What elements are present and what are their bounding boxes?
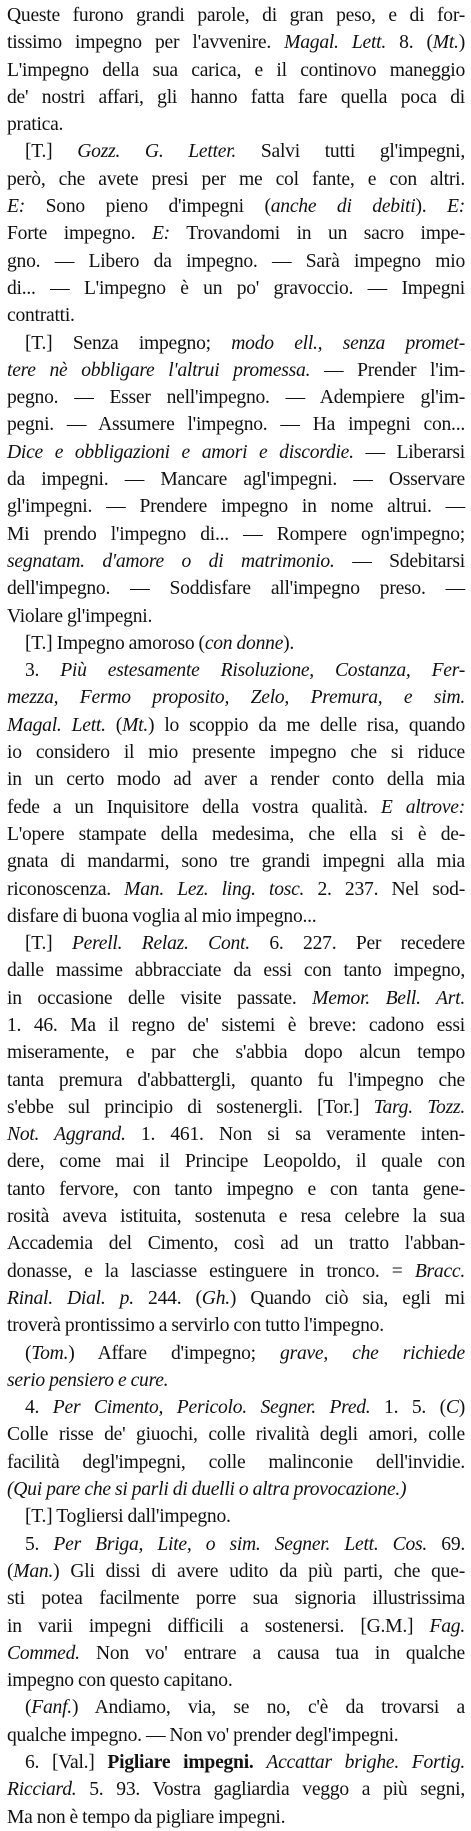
text-run: ( (25, 1697, 32, 1719)
text-run: disfare di buona voglia al mio impegno... (7, 905, 317, 927)
italic-citation: Ricciard. (7, 1779, 77, 1801)
text-run: ) Gli dissi di avere udito da più parti, che que- (53, 1560, 465, 1582)
text-line (7, 1531, 465, 1558)
text-run (254, 1752, 267, 1773)
entry-paragraph (7, 657, 465, 930)
text-run: [T.] (25, 141, 78, 163)
text-line (7, 439, 465, 466)
text-run: Forte impegno. (7, 223, 152, 245)
text-run: rosità aveva istituita, sostenuta e resa celebre la sua (7, 1206, 465, 1228)
italic-citation: Per Briga, Lite, o sim. Segner. Lett. Cos. (53, 1533, 428, 1555)
italic-citation: Gh. (201, 1287, 230, 1309)
text-run: tissimo impegno per l'avvenire. (7, 32, 285, 54)
text-line (7, 493, 465, 520)
text-run: [T.] Senza impegno; (25, 332, 232, 354)
text-line (7, 330, 465, 357)
text-run: Salvi tutti gl'impegni, (236, 141, 465, 163)
entry-paragraph (7, 138, 465, 329)
text-run: da impegni. — Mancare agl'impegni. — Osservare (7, 469, 465, 491)
text-line (7, 302, 465, 329)
text-run: L'impegno della sua carica, e il continovo maneggio (7, 59, 465, 81)
italic-citation: Accattar brighe. Fortig. (266, 1752, 466, 1773)
text-line (7, 1667, 465, 1694)
text-run: qualche impegno. — Non vo' prender degl'impegni. (7, 1724, 399, 1746)
text-run: Accademia del Cimento, così ad un tratto l'abban- (7, 1233, 465, 1255)
text-line (7, 29, 465, 56)
text-run: ) Affare d'impegno; (68, 1342, 281, 1364)
text-run: pegno. — Esser nell'impegno. — Adempiere gl'im- (7, 387, 465, 409)
text-run: 5. 93. Vostra gagliardia veggo a più segni, (76, 1779, 465, 1801)
italic-citation: Memor. Bell. Art. (312, 987, 465, 1009)
text-line (7, 357, 465, 384)
text-line (7, 657, 465, 684)
italic-citation: Bracc. (414, 1260, 465, 1282)
text-line (7, 1585, 465, 1612)
entry-paragraph (7, 930, 465, 1339)
text-run: [T.] Togliersi dall'impegno. (25, 1506, 231, 1528)
text-run: ) lo scoppio da me delle risa, quando (148, 714, 465, 736)
italic-citation: Man. Lez. ling. tosc. (124, 878, 305, 900)
text-line (7, 1258, 465, 1285)
italic-citation: Mt. (122, 714, 149, 736)
italic-citation: Più estesamente Risoluzione, Costanza, Fer- (60, 660, 466, 682)
text-line (7, 1613, 465, 1640)
italic-citation: tere nè obbligare l'altrui promessa. (7, 359, 311, 381)
text-line (7, 411, 465, 438)
text-run: Colle risse de' giuochi, colle rivalità degli amori, colle (7, 1424, 465, 1446)
text-run: — Liberarsi (353, 441, 465, 463)
text-line (7, 1039, 465, 1066)
text-run: Trovandomi in un sacro impe- (169, 223, 466, 245)
text-run: gno. — Libero da impegno. — Sarà impegno mio (7, 250, 465, 272)
text-line (7, 1203, 465, 1230)
text-line (7, 630, 465, 657)
text-run: Mi prendo l'impegno di... — Rompere ogn'impegno; (7, 523, 465, 545)
text-run: 8. ( (386, 32, 433, 54)
text-line (7, 57, 465, 84)
text-run: de' nostri affari, gli hanno fatta fare quella poca di (7, 86, 465, 108)
text-line (7, 466, 465, 493)
text-line (7, 876, 465, 903)
text-run: riconoscenza. (7, 878, 125, 900)
bold-phrase: Pigliare impegni. (107, 1752, 254, 1773)
entry-paragraph (7, 1749, 465, 1831)
text-run: ) (458, 32, 465, 54)
text-run: dell'impegno. — Soddisfare all'impegno preso. — (7, 578, 465, 600)
text-run: — Sdebitarsi (334, 550, 465, 572)
text-line (7, 138, 465, 165)
italic-citation: segnatam. d'amore o di matrimonio. (7, 550, 335, 572)
text-line (7, 384, 465, 411)
text-run: 6. 227. Per recedere (249, 933, 466, 955)
italic-citation: (Qui pare che si parli di duelli o altra provocazione.) (7, 1479, 407, 1501)
text-run: ( (7, 1560, 14, 1582)
text-run: Ma non è tempo da pigliare impegni. (7, 1806, 286, 1828)
text-run: 1. 461. Non si sa veramente inten- (125, 1124, 466, 1146)
italic-citation: modo ell., senza promet- (231, 332, 465, 354)
text-run: 69. (427, 1533, 466, 1555)
entry-paragraph (7, 2, 465, 138)
italic-citation: E: (7, 196, 25, 218)
text-run: ). (415, 196, 448, 218)
text-run: impegno con questo capitano. (7, 1670, 233, 1692)
italic-citation: Magal. Lett. (7, 714, 106, 736)
text-run: donasse, e la lasciasse estinguere in tronco. = (7, 1260, 415, 1282)
text-line (7, 848, 465, 875)
text-line (7, 1476, 465, 1503)
italic-citation: Mt. (432, 32, 459, 54)
italic-citation: grave, che richiede (280, 1342, 465, 1364)
text-run: Violare gl'impegni. (7, 605, 153, 627)
italic-citation: E: (151, 223, 170, 245)
text-line (7, 1640, 465, 1667)
text-line (7, 1394, 465, 1421)
text-line (7, 1804, 465, 1831)
text-line (7, 1340, 465, 1367)
text-line (7, 1285, 465, 1312)
text-run: Non vo' entrare a causa tua in qualche (79, 1642, 465, 1664)
text-run: s'ebbe sul principio di sostenergli. [Tor.] (7, 1096, 374, 1118)
text-line (7, 275, 465, 302)
text-line (7, 1776, 465, 1803)
entry-paragraph (7, 1394, 465, 1503)
entry-paragraph (7, 630, 465, 657)
italic-citation: Man. (13, 1560, 54, 1582)
text-line (7, 1367, 465, 1394)
italic-citation: mezza, Fermo proposito, Zelo, Premura, e sim. (7, 687, 465, 709)
text-line (7, 766, 465, 793)
text-run: L'opere stampate della medesima, che ella si è de- (7, 823, 465, 845)
text-run: — Prender l'im- (310, 359, 465, 381)
text-run: di... — L'impegno è un po' gravoccio. — Impegni (7, 277, 465, 299)
text-line (7, 821, 465, 848)
text-line (7, 193, 465, 220)
italic-citation: Perell. Relaz. Cont. (71, 933, 250, 955)
italic-citation: anche di debiti (270, 196, 416, 218)
text-line (7, 1312, 465, 1339)
text-run: 244. ( (133, 1287, 202, 1309)
text-run: dalle massime abbracciate da essi con tanto impegno, (7, 960, 465, 982)
text-line (7, 903, 465, 930)
text-line (7, 220, 465, 247)
italic-citation: Tom. (31, 1342, 69, 1364)
text-line (7, 111, 465, 138)
text-line (7, 1094, 465, 1121)
text-run: Sono pieno d'impegni ( (25, 196, 271, 218)
text-run: miseramente, e par che s'abbia dopo alcun tempo (7, 1042, 465, 1064)
text-line (7, 1176, 465, 1203)
italic-citation: Commed. (7, 1642, 80, 1664)
text-run: tanto fervore, con tanto impegno e con tanta gene- (7, 1178, 465, 1200)
text-line (7, 957, 465, 984)
text-run: ) Andiamo, via, se no, c'è da trovarsi a (71, 1697, 465, 1719)
text-line (7, 1449, 465, 1476)
entry-paragraph (7, 1340, 465, 1395)
text-run: ). (283, 632, 295, 654)
entry-paragraph (7, 330, 465, 630)
text-run: pegni. — Assumere l'impegno. — Ha impegni con... (7, 414, 465, 436)
text-line (7, 684, 465, 711)
text-run: tanta premura d'abbattergli, quanto fu l'impegno che (7, 1069, 465, 1091)
text-line (7, 739, 465, 766)
italic-citation: Per Cimento, Pericolo. Segner. Pred. (52, 1397, 371, 1419)
italic-citation: serio pensiero e cure. (7, 1369, 169, 1391)
text-run: fede a un Inquisitore della vostra qualità. (7, 796, 381, 818)
text-line (7, 1012, 465, 1039)
text-line (7, 548, 465, 575)
text-run: 5. (25, 1533, 54, 1555)
text-run: 3. (25, 660, 61, 682)
entry-paragraph (7, 1694, 465, 1749)
text-line (7, 84, 465, 111)
text-run: io considero il mio presente impegno che si riduce (7, 742, 465, 764)
text-run: ( (105, 714, 123, 736)
italic-citation: Gozz. G. Letter. (77, 141, 237, 163)
text-run: [T.] Impegno amoroso ( (25, 632, 205, 654)
text-line (7, 930, 465, 957)
text-run: Queste furono grandi parole, di gran peso, e di for- (7, 5, 465, 26)
text-run: [T.] (25, 933, 72, 955)
text-line (7, 1722, 465, 1749)
italic-citation: E altrove: (380, 796, 465, 818)
italic-citation: Rinal. Dial. p. (7, 1287, 134, 1309)
text-run: però, che avete presi per me col fante, e con altri. (7, 168, 465, 190)
text-run: in varii impegni difficili a sostenersi. [G.M.] (7, 1615, 430, 1637)
text-run: 1. 5. ( (370, 1397, 446, 1419)
text-run: 6. [Val.] (25, 1752, 108, 1773)
italic-citation: E: (447, 196, 466, 218)
text-run: 1. 46. Ma il regno de' sistemi è breve: cadono essi (7, 1014, 465, 1036)
text-line (7, 2, 465, 29)
italic-citation: Fag. (429, 1615, 465, 1637)
text-run: sti potea facilmente porre sua signoria illustrissima (7, 1588, 465, 1610)
text-run: gl'impegni. — Prendere impegno in nome altrui. — (7, 496, 465, 518)
text-run: ( (25, 1342, 32, 1364)
text-line (7, 794, 465, 821)
text-run: dere, come mai il Principe Leopoldo, il quale con (7, 1151, 465, 1173)
italic-citation: C (445, 1397, 459, 1419)
italic-citation: con donne (204, 632, 284, 654)
entry-paragraph (7, 1531, 465, 1695)
entry-paragraph (7, 1503, 465, 1530)
text-line (7, 1694, 465, 1721)
text-line (7, 712, 465, 739)
text-line (7, 1230, 465, 1257)
italic-citation: Dice e obbligazioni e amori e discordie. (7, 441, 354, 463)
italic-citation: Magal. Lett. (284, 32, 386, 54)
text-run: troverà prontissimo a servirlo con tutto l'impegno. (7, 1315, 384, 1337)
text-run: ) (458, 1397, 465, 1419)
text-line (7, 1148, 465, 1175)
text-run: gnata di mandarmi, sono tre grandi impegni alla mia (7, 851, 465, 873)
text-line (7, 1503, 465, 1530)
text-line (7, 985, 465, 1012)
text-run: 4. (25, 1397, 53, 1419)
text-line (7, 248, 465, 275)
text-run: pratica. (7, 114, 64, 136)
italic-citation: Fanf. (31, 1697, 72, 1719)
text-line (7, 1421, 465, 1448)
text-line (7, 1558, 465, 1585)
text-line (7, 521, 465, 548)
text-run: ) Quando ciò sia, egli mi (229, 1287, 465, 1309)
text-run: in occasione delle visite passate. (7, 987, 313, 1009)
text-line (7, 1749, 465, 1776)
text-run: contratti. (7, 305, 75, 327)
text-run: in un certo modo ad aver a render conto della mia (7, 769, 465, 791)
text-run: facilità degl'impegni, colle malinconie dell'invidie. (7, 1451, 465, 1473)
text-line (7, 575, 465, 602)
text-run: 2. 237. Nel sod- (304, 878, 466, 900)
italic-citation: Not. Aggrand. (7, 1124, 126, 1146)
text-line (7, 1121, 465, 1148)
text-line (7, 166, 465, 193)
text-line (7, 603, 465, 630)
italic-citation: Targ. Tozz. (373, 1096, 465, 1118)
text-line (7, 1067, 465, 1094)
